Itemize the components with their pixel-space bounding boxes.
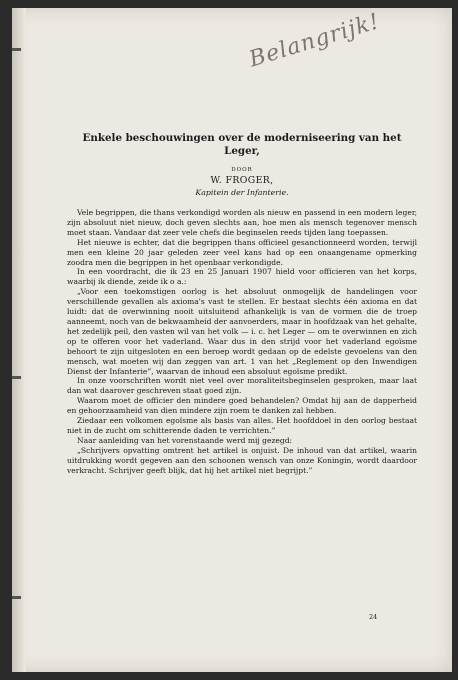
page-number: 24 <box>369 613 378 621</box>
staple-mark <box>12 376 21 379</box>
paragraph: Het nieuwe is echter, dat die begrippen thans officieel gesanctionneerd worden, terwijl men een kleine 20 jaar geleden zeer veel kans had op een onaangename opmerking zoodra men die begrippen in het openbaar verkondigde. <box>67 237 417 267</box>
handwritten-annotation: Belangrijk! <box>246 9 383 73</box>
document-page <box>12 8 452 672</box>
binding-edge <box>12 8 26 672</box>
article-body <box>67 208 417 475</box>
paragraph: Vele begrippen, die thans verkondigd worden als nieuw en passend in een modern leger, zijn absoluut niet nieuw, doch geven slechts aan, hoe men als mensch tegenover mensch moet staan. Vandaar dat zeer vele chefs die beginselen reeds tijden lang toepassen. <box>67 208 417 237</box>
paragraph: In onze voorschriften wordt niet veel over moraliteitsbeginselen gesproken, maar laat dan wat daarover geschreven staat goed zijn. <box>67 376 417 396</box>
author-rank: Kapitein der Infanterie. <box>195 188 289 197</box>
paragraph: In een voordracht, die ik 23 en 25 Januari 1907 hield voor officieren van het korps, waarbij ik diende, zeide ik o a.: <box>67 267 417 287</box>
author-name: W. FROGER, <box>210 175 274 186</box>
paragraph: Naar aanleiding van het vorenstaande werd mij gezegd: <box>77 435 293 445</box>
paragraph: Waarom moet de officier den mindere goed behandelen? Omdat hij aan de dapperheid en gehoorzaamheid van dien mindere zijn roem te danken zal hebben. <box>67 396 417 416</box>
article <box>67 132 417 475</box>
paragraph: „Voor een toekomstigen oorlog is het absoluut onmogelijk de handelingen voor verschillende gevallen als axioma's vast te stellen. Er bestaat slechts één axioma en dat luidt: dat de overwinning nooit uitsluitend afhankelijk is van de vormen die de troep aanneemt, noch van de bekwaamheid der aanvoerders, maar in hoofdzaak van het gehalte, het zedelijk peil, den vasten wil van het volk — i. c. het Leger — om te overwinnen en zich op te offeren voor het vaderland. Waar dus in den strijd voor het vaderland egoïsme behoort te zijn uitgesloten en een beroep wordt gedaan op de edelste gevoelens van den mensch, wat moeten wij dan zeggen van art. 1 van het „Reglement op den Inwendigen Dienst der Infanterie”, waarvan de inhoud een absoluut egoïsme predikt. <box>67 287 417 376</box>
staple-mark <box>12 596 21 599</box>
staple-mark <box>12 48 21 51</box>
article-title: Enkele beschouwingen over de moderniseering van het Leger, <box>82 132 402 157</box>
byline: DOOR <box>231 167 253 173</box>
paragraph: „Schrijvers opvatting omtrent het artikel is onjuist. De inhoud van dat artikel, waarin uitdrukking wordt gegeven aan den schoonen wensch van onze Koningin, wordt daardoor verkracht. Schrijver geeft blijk, dat hij het artikel niet begrijpt.” <box>67 445 417 475</box>
paragraph: Ziedaar een volkomen egoïsme als basis van alles. Het hoofddoel in den oorlog bestaat niet in de zucht om schitterende daden te verrichten.” <box>67 416 417 435</box>
